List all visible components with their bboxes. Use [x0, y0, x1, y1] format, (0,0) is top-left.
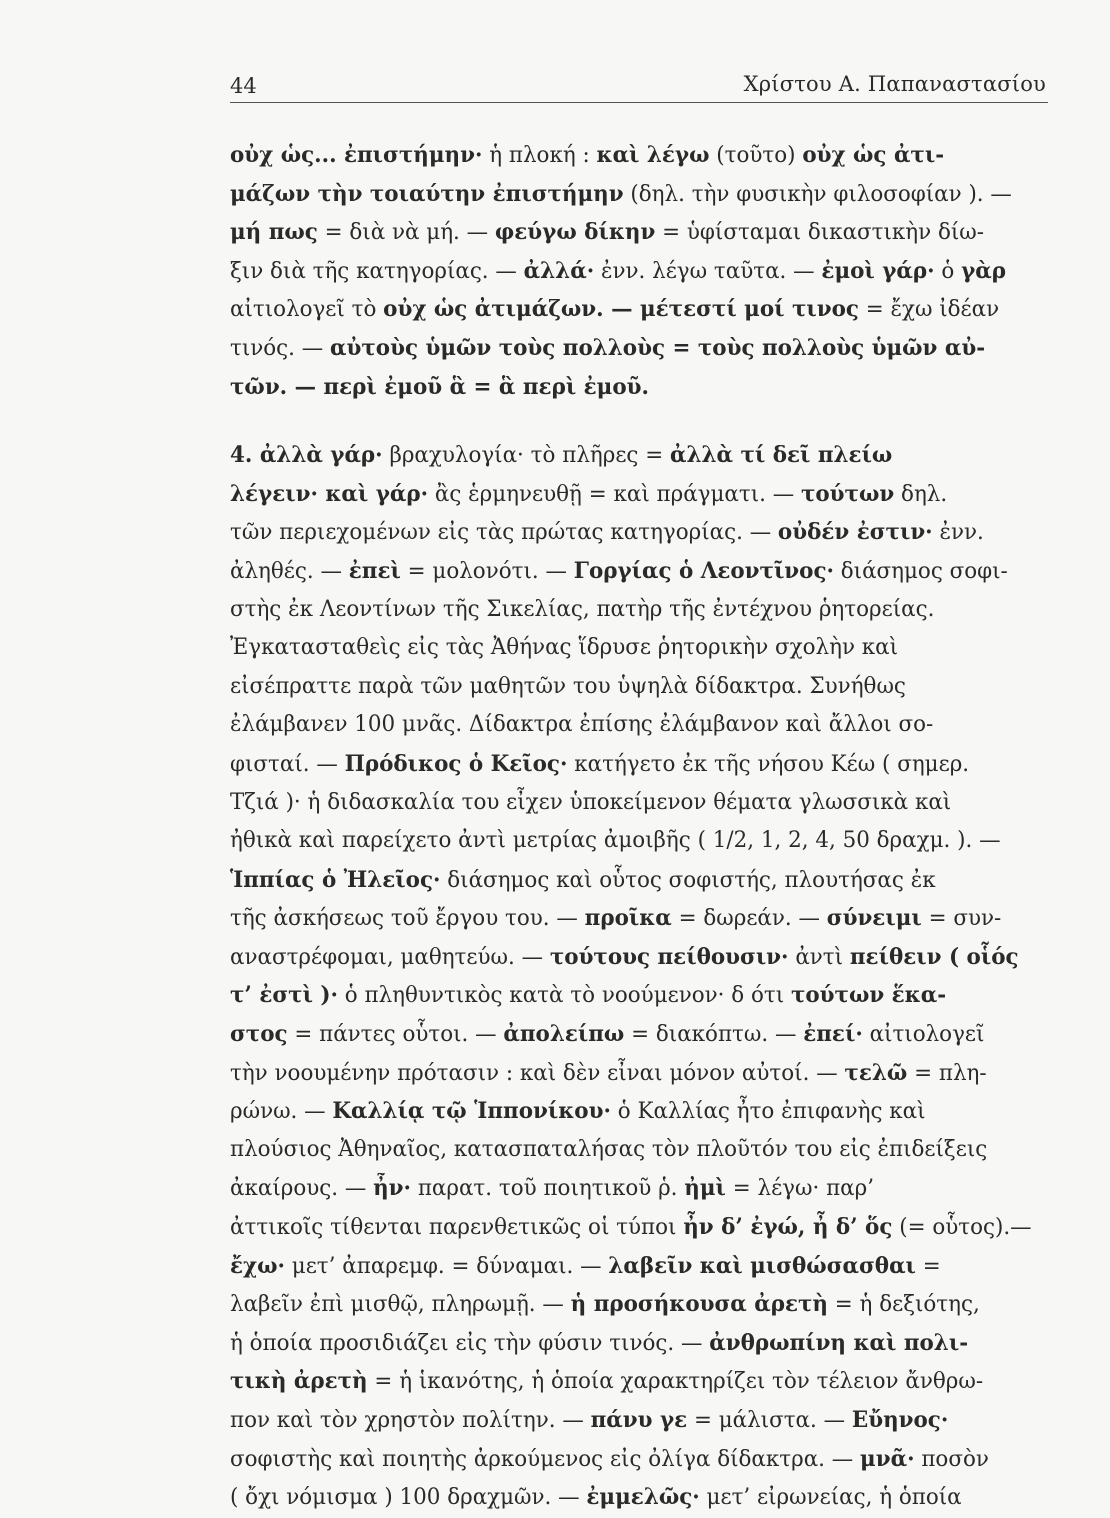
- gloss-text: ἀληθές. —: [230, 558, 349, 584]
- bold-lemma: ἐπεί·: [803, 1021, 863, 1048]
- text-line: [230, 938, 1048, 977]
- bold-lemma: λέγειν· καὶ γάρ·: [230, 480, 429, 507]
- gloss-text: =: [915, 1253, 941, 1279]
- gloss-text: = ὑφίσταμαι δικαστικὴν δίω-: [655, 220, 984, 246]
- text-line: [230, 1131, 1048, 1170]
- gloss-text: = μολονότι. —: [400, 558, 574, 584]
- bold-lemma: Γοργίας ὁ Λεοντῖνος·: [573, 557, 834, 584]
- bold-lemma: ἔχω·: [230, 1252, 285, 1279]
- paragraph: [230, 436, 1070, 1517]
- paragraph-gap: [230, 406, 1070, 436]
- bold-lemma: τούτων ἕκα-: [790, 982, 947, 1009]
- bold-lemma: γὰρ: [961, 257, 1006, 284]
- bold-lemma: ἦν·: [373, 1175, 412, 1202]
- bold-lemma: πείθειν ( οἷός: [849, 943, 1019, 970]
- gloss-text: πον καὶ τὸν χρηστὸν πολίτην. —: [230, 1408, 591, 1433]
- bold-lemma: ἀπολείπω: [503, 1021, 625, 1048]
- bold-lemma: μάζων τὴν τοιαύτην ἐπιστήμην: [230, 180, 624, 207]
- bold-lemma: οὐχ ὡς ἀτιμάζων. — μέτεστί μοί τινος: [383, 296, 859, 323]
- bold-lemma: ἀνθρωπίνη καὶ πολι-: [709, 1329, 969, 1356]
- bold-lemma: Πρόδικος ὁ Κεῖος·: [344, 750, 568, 777]
- gloss-text: αἰτιολογεῖ τὸ: [230, 297, 384, 323]
- gloss-text: μετ’ ἀπαρεμφ. = δύναμαι. —: [284, 1253, 609, 1279]
- gloss-text: διάσημος καὶ οὗτος σοφιστής, πλουτήσας ἐκ: [440, 867, 936, 893]
- gloss-text: = διακόπτω. —: [624, 1022, 804, 1048]
- gloss-text: εἰσέπραττε παρὰ τῶν μαθητῶν του ὑψηλὰ δίδακτρα. Συνήθως: [230, 673, 906, 699]
- bold-lemma: Καλλίᾳ τῷ Ἱππονίκου·: [332, 1098, 611, 1125]
- text-line: [230, 1015, 1048, 1054]
- gloss-text: = πλη-: [907, 1060, 987, 1086]
- gloss-text: φισταί. —: [230, 751, 345, 777]
- bold-lemma: μή πως: [230, 219, 318, 246]
- gloss-text: παρατ. τοῦ ποιητικοῦ ῥ.: [411, 1176, 685, 1202]
- text-line: [230, 668, 1048, 707]
- gloss-text: ἡ πλοκή :: [482, 143, 597, 168]
- text-line: [230, 368, 1048, 407]
- gloss-text: = ἡ δεξιότης,: [827, 1292, 980, 1318]
- gloss-text: ἀντὶ: [788, 944, 850, 970]
- page-header: [230, 66, 1048, 103]
- gloss-text: τινός. —: [230, 335, 331, 361]
- gloss-text: ὁ πληθυντικὸς κατὰ τὸ νοούμενον· δ ότι: [338, 983, 791, 1009]
- bold-lemma: οὐχ ὡς... ἐπιστήμην·: [230, 142, 483, 168]
- gloss-text: = δωρεάν. —: [671, 906, 827, 932]
- bold-lemma: 4. ἀλλὰ γάρ·: [230, 442, 383, 469]
- text-line: [230, 329, 1048, 368]
- bold-lemma: ἀλλὰ τί δεῖ πλείω: [669, 442, 893, 469]
- gloss-text: πλούσιος Ἀθηναῖος, κατασπαταλήσας τὸν πλοῦτόν του εἰς ἐπιδείξεις: [230, 1136, 988, 1162]
- bold-lemma: τούτων: [800, 480, 895, 507]
- text-line: [230, 899, 1048, 938]
- bold-lemma: σύνειμι: [826, 905, 922, 932]
- text-line: [230, 1285, 1048, 1324]
- gloss-text: τῆς ἀσκήσεως τοῦ ἔργου του. —: [230, 906, 585, 932]
- running-head: Χρίστου Α. Παπαναστασίου: [743, 72, 1046, 96]
- text-line: [230, 1092, 1048, 1131]
- gloss-text: τὴν νοουμένην πρότασιν : καὶ δὲν εἶναι μόνον αὐτοί. —: [230, 1060, 845, 1086]
- text-line: [230, 136, 1048, 175]
- bold-lemma: καὶ λέγω: [596, 142, 710, 168]
- text-line: [230, 552, 1048, 591]
- gloss-text: στὴς ἐκ Λεοντίνων τῆς Σικελίας, πατὴρ τῆς ἐντέχνου ῥητορείας.: [230, 596, 935, 622]
- bold-lemma: τούτους πείθουσιν·: [549, 943, 789, 970]
- text-line: [230, 1478, 1048, 1517]
- bold-lemma: προῖκα: [584, 905, 672, 932]
- gloss-text: ἠθικὰ καὶ παρείχετο ἀντὶ μετρίας ἀμοιβῆς ( 1/2, 1, 2, 4, 50 δραχμ. ). —: [230, 828, 1001, 854]
- text-line: [230, 1054, 1048, 1093]
- gloss-text: ρώνω. —: [230, 1099, 333, 1125]
- bold-lemma: ἐπεὶ: [348, 557, 401, 584]
- gloss-text: ξιν διὰ τῆς κατηγορίας. —: [230, 258, 524, 284]
- gloss-text: ἐνν. λέγω ταῦτα. —: [594, 258, 822, 284]
- gloss-text: (τοῦτο): [709, 143, 803, 168]
- gloss-text: ὁ Καλλίας ἦτο ἐπιφανὴς καὶ: [610, 1099, 926, 1125]
- text-line: [230, 436, 1048, 475]
- text-line: [230, 822, 1048, 861]
- text-line: [230, 1247, 1048, 1286]
- gloss-text: (δηλ. τὴν φυσικὴν φιλοσοφίαν ). —: [623, 181, 1012, 207]
- gloss-text: = μάλιστα. —: [687, 1408, 852, 1433]
- text-line: [230, 252, 1048, 291]
- text-line: [230, 1362, 1048, 1401]
- bold-lemma: οὐδέν ἐστιν·: [777, 519, 933, 546]
- gloss-text: μετ’ εἰρωνείας, ἡ ὁποία: [699, 1485, 962, 1511]
- bold-lemma: ἐμοὶ γάρ·: [821, 257, 935, 284]
- gloss-text: λαβεῖν ἐπὶ μισθῷ, πληρωμῇ. —: [230, 1292, 571, 1318]
- gloss-text: ἂς ἑρμηνευθῇ = καὶ πράγματι. —: [428, 481, 801, 507]
- bold-lemma: τικὴ ἀρετὴ: [230, 1368, 368, 1395]
- gloss-text: αἰτιολογεῖ: [862, 1022, 985, 1048]
- bold-lemma: λαβεῖν καὶ μισθώσασθαι: [608, 1252, 916, 1279]
- text-line: [230, 1324, 1048, 1363]
- gloss-text: δηλ.: [894, 481, 948, 507]
- text-line: [230, 213, 1048, 252]
- bold-lemma: ἡ προσήκουσα ἀρετὴ: [570, 1291, 828, 1318]
- gloss-text: = πάντες οὗτοι. —: [287, 1022, 504, 1048]
- gloss-text: ἐλάμβανεν 100 μνᾶς. Δίδακτρα ἐπίσης ἐλάμβανον καὶ ἄλλοι σο-: [230, 712, 934, 738]
- gloss-text: (= οὗτος).—: [892, 1215, 1032, 1241]
- bold-lemma: στος: [230, 1021, 288, 1048]
- bold-lemma: μνᾶ·: [860, 1445, 915, 1472]
- gloss-text: βραχυλογία· τὸ πλῆρες =: [382, 443, 670, 469]
- bold-lemma: αὐτοὺς ὑμῶν τοὺς πολλοὺς = τοὺς πολλοὺς ὑμῶν αὐ-: [330, 334, 986, 361]
- text-line: [230, 784, 1048, 823]
- gloss-text: Τζιά )· ἡ διδασκαλία του εἶχεν ὑποκείμενον θέματα γλωσσικὰ καὶ: [230, 789, 952, 815]
- text-line: [230, 175, 1048, 214]
- text-line: [230, 706, 1048, 745]
- text-line: [230, 1169, 1048, 1208]
- gloss-text: = διὰ νὰ μή. —: [317, 220, 495, 246]
- gloss-text: ἀττικοῖς τίθενται παρενθετικῶς οἱ τύποι: [230, 1215, 684, 1241]
- bold-lemma: οὐχ ὡς ἀτι-: [802, 142, 945, 168]
- bold-lemma: τ’ ἐστὶ )·: [230, 982, 339, 1009]
- gloss-text: κατήγετο ἐκ τῆς νήσου Κέω ( σημερ.: [567, 751, 970, 777]
- gloss-text: σοφιστὴς καὶ ποιητὴς ἀρκούμενος εἰς ὀλίγα δίδακτρα. —: [230, 1446, 861, 1472]
- bold-lemma: ἐμμελῶς·: [586, 1484, 700, 1511]
- text-line: [230, 629, 1048, 668]
- bold-lemma: Εὔηνος·: [851, 1407, 949, 1433]
- gloss-text: = λέγω· παρ’: [725, 1176, 875, 1202]
- text-line: [230, 475, 1048, 514]
- text-line: [230, 1401, 1048, 1440]
- text-line: [230, 591, 1048, 630]
- text-line: [230, 976, 1048, 1015]
- page-number: 44: [230, 74, 257, 98]
- gloss-text: ἡ ὁποία προσιδιάζει εἰς τὴν φύσιν τινός. —: [230, 1330, 710, 1356]
- gloss-text: ἐνν.: [932, 520, 984, 546]
- bold-lemma: φεύγω δίκην: [494, 219, 656, 246]
- gloss-text: = συν-: [921, 906, 1002, 932]
- gloss-text: διάσημος σοφι-: [833, 558, 1008, 584]
- gloss-text: ὁ: [934, 258, 962, 284]
- gloss-text: Ἐγκατασταθεὶς εἰς τὰς Ἀθήνας ἵδρυσε ῥητορικὴν σχολὴν καὶ: [230, 635, 899, 661]
- text-line: [230, 1208, 1048, 1247]
- bold-lemma: Ἱππίας ὁ Ἠλεῖος·: [230, 866, 441, 893]
- gloss-text: = ἡ ἱκανότης, ἡ ὁποία χαρακτηρίζει τὸν τέλειον ἄνθρω-: [367, 1369, 984, 1395]
- bold-lemma: τῶν. — περὶ ἐμοῦ ἃ = ἃ περὶ ἐμοῦ.: [230, 373, 649, 400]
- gloss-text: ( ὄχι νόμισμα ) 100 δραχμῶν. —: [230, 1485, 587, 1511]
- text-line: [230, 513, 1048, 552]
- bold-lemma: πάνυ γε: [590, 1407, 688, 1433]
- text-line: [230, 1440, 1048, 1479]
- gloss-text: αναστρέφομαι, μαθητεύω. —: [230, 944, 550, 970]
- gloss-text: τῶν περιεχομένων εἰς τὰς πρώτας κατηγορίας. —: [230, 520, 778, 546]
- bold-lemma: τελῶ: [844, 1059, 908, 1086]
- gloss-text: ποσὸν: [914, 1446, 989, 1472]
- text-line: [230, 290, 1048, 329]
- paragraph: [230, 136, 1070, 406]
- bold-lemma: ἀλλά·: [523, 257, 595, 284]
- bold-lemma: ἦν δ’ ἐγώ, ἦ δ’ ὅς: [683, 1214, 893, 1241]
- text-line: [230, 745, 1048, 784]
- gloss-text: ἀκαίρους. —: [230, 1176, 374, 1202]
- gloss-text: = ἔχω ἰδέαν: [858, 297, 1000, 323]
- text-line: [230, 861, 1048, 900]
- bold-lemma: ἠμὶ: [684, 1175, 726, 1202]
- body-text: [230, 136, 1070, 1517]
